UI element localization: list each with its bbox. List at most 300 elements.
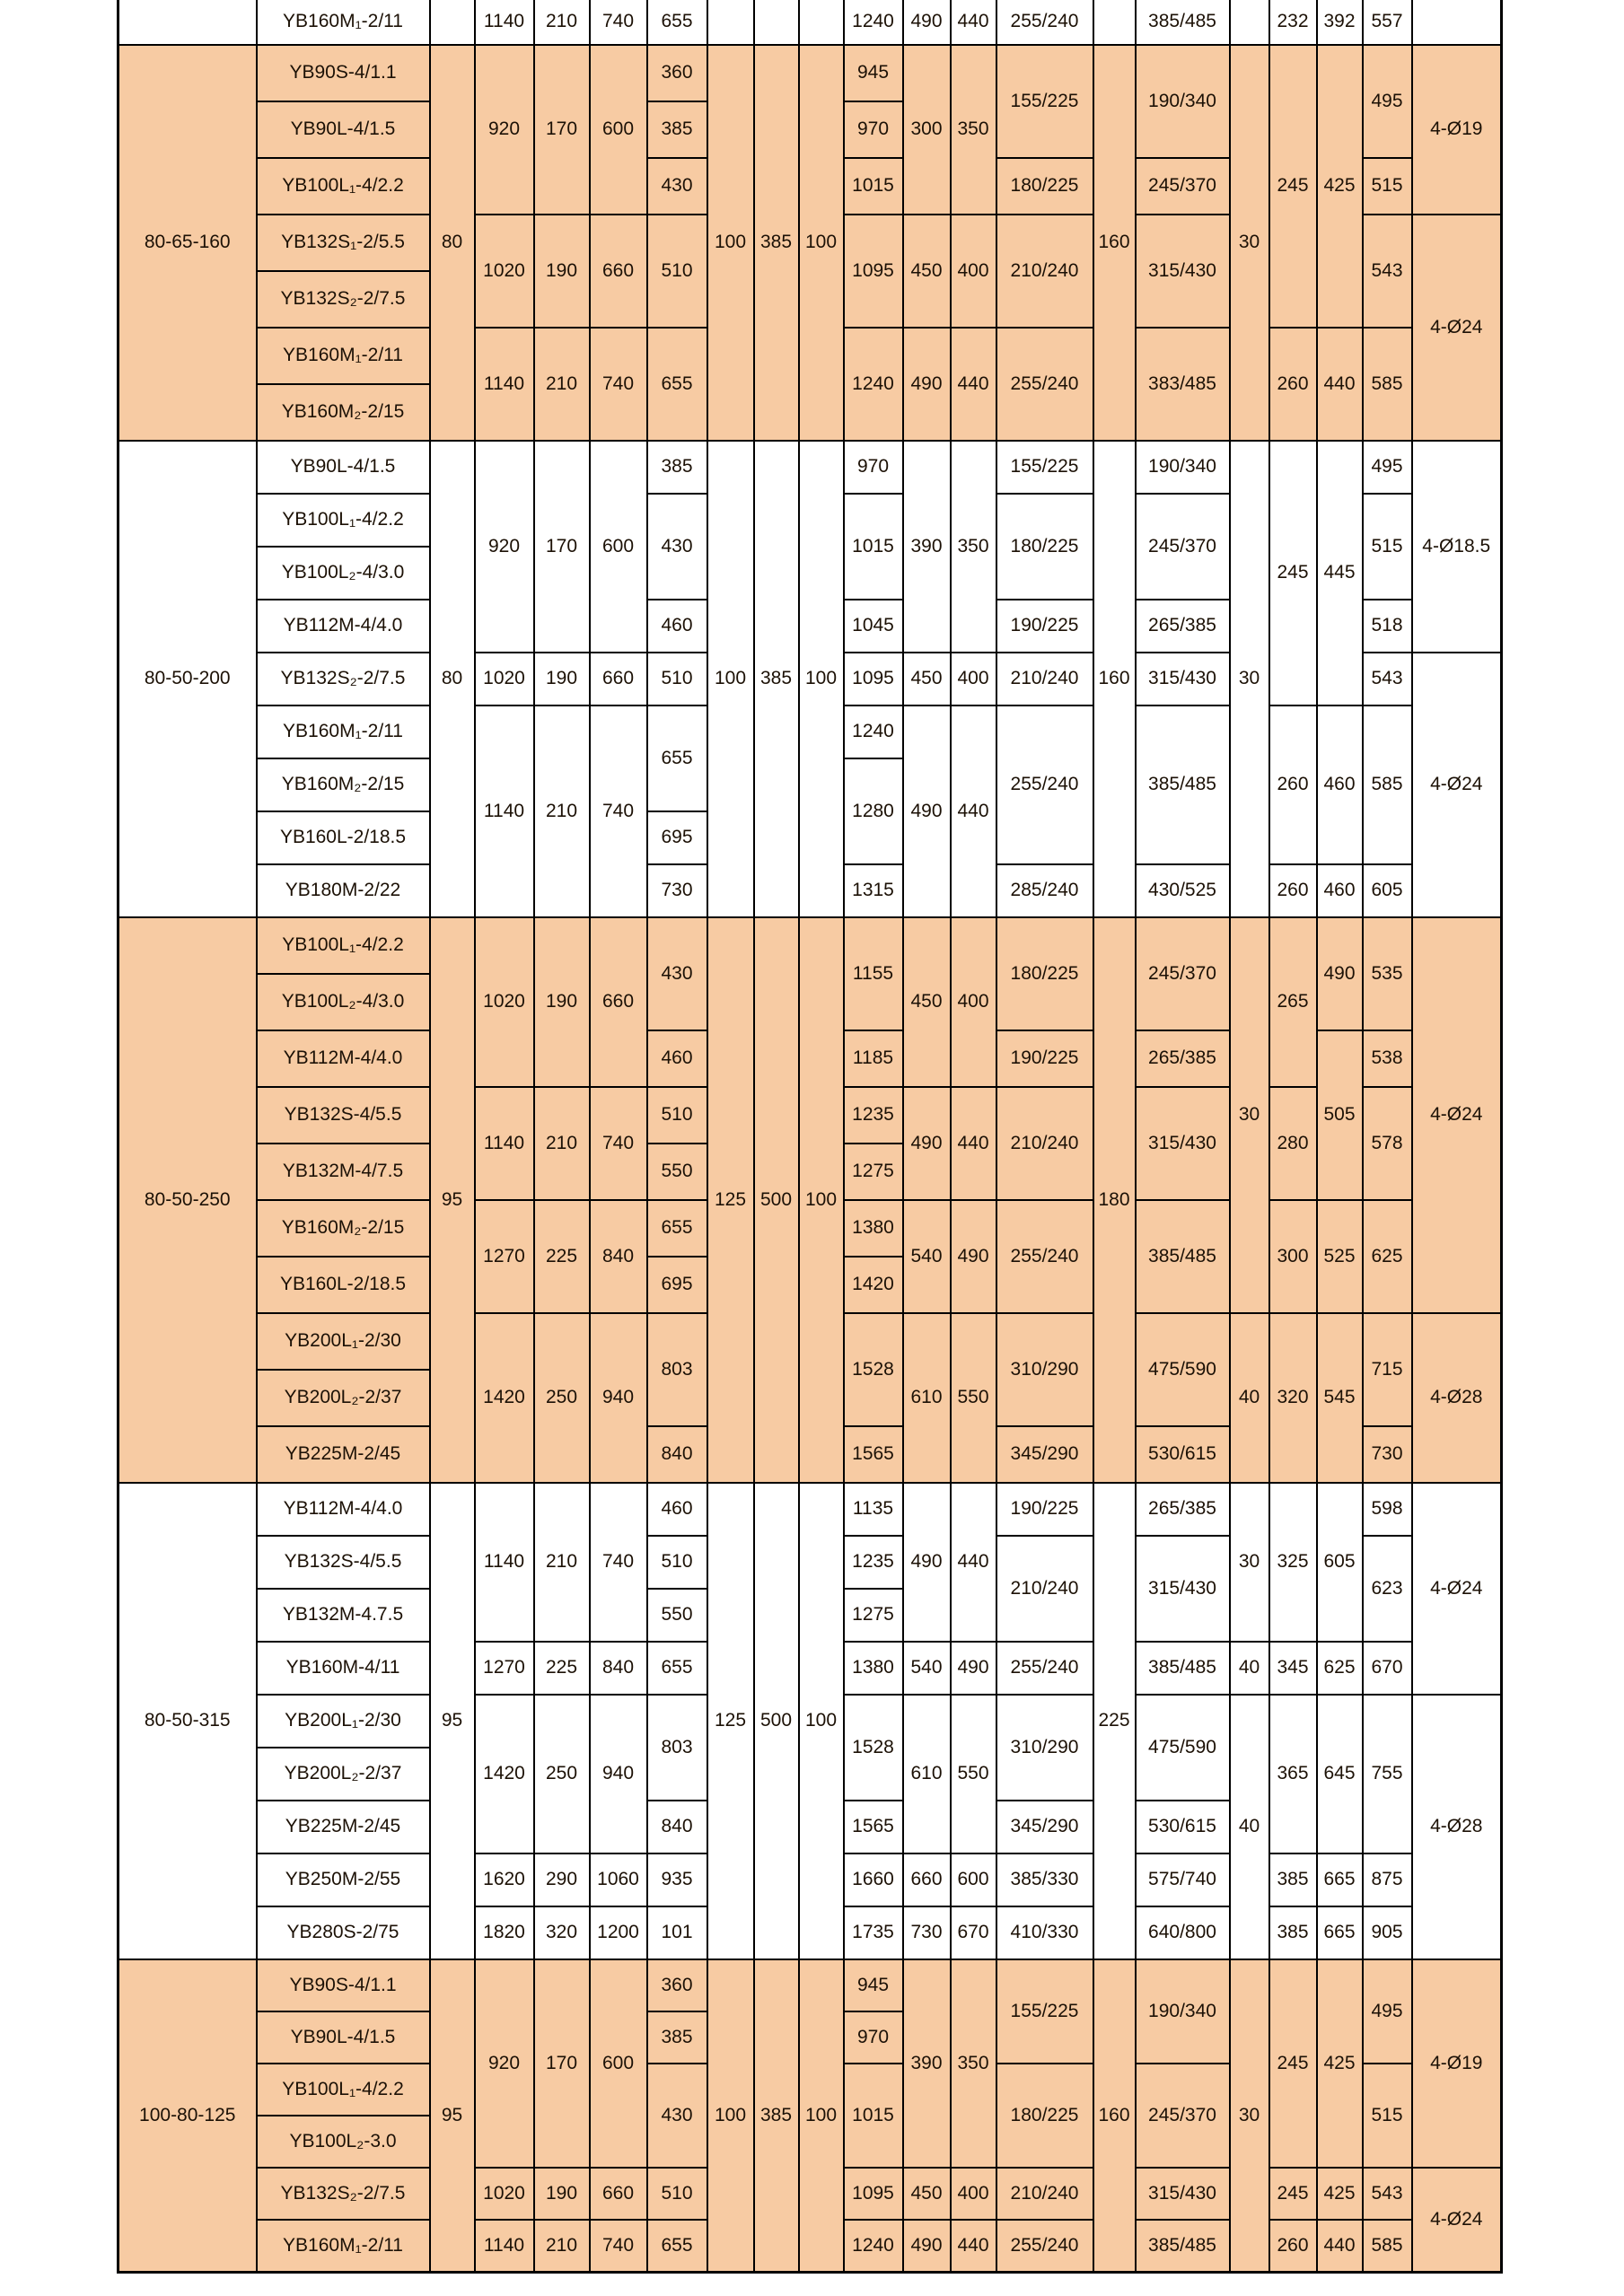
spec-value-cell: 250 [534, 1313, 590, 1483]
spec-value-cell: 383/485 [1136, 328, 1230, 441]
spec-value-cell: 1140 [475, 1483, 534, 1642]
spec-value-cell: 1270 [475, 1200, 534, 1313]
motor-model-cell: YB132M-4.7.5 [257, 1589, 430, 1642]
motor-model-cell: YB160M₁-2/11 [257, 705, 430, 758]
spec-value-cell: 440 [951, 328, 996, 441]
spec-value-cell [754, 0, 799, 45]
spec-value-cell: 920 [475, 441, 534, 653]
spec-value-cell: 1660 [844, 1853, 903, 1906]
motor-model-cell: YB160M₂-2/15 [257, 1200, 430, 1257]
spec-value-cell: 315/430 [1136, 1536, 1230, 1642]
motor-model-cell: YB280S-2/75 [257, 1906, 430, 1959]
spec-value-cell: 803 [647, 1695, 707, 1801]
spec-value-cell: 670 [1363, 1642, 1412, 1695]
spec-value-cell: 190 [534, 2168, 590, 2220]
spec-value-cell: 30 [1230, 1959, 1269, 2272]
spec-value-cell: 440 [951, 705, 996, 917]
motor-model-cell: YB90L-4/1.5 [257, 101, 430, 158]
pump-model-cell: 80-50-315 [119, 1483, 257, 1959]
spec-value-cell: 4-Ø24 [1412, 215, 1502, 441]
spec-value-cell: 155/225 [996, 45, 1093, 158]
motor-model-cell: YB132S₂-2/7.5 [257, 653, 430, 705]
spec-value-cell: 232 [1269, 0, 1317, 45]
spec-value-cell: 345/290 [996, 1801, 1093, 1853]
spec-value-cell: 500 [754, 917, 799, 1483]
spec-value-cell: 310/290 [996, 1695, 1093, 1801]
spec-value-cell: 1380 [844, 1200, 903, 1257]
spec-value-cell: 490 [951, 1642, 996, 1695]
spec-value-cell: 515 [1363, 2064, 1412, 2168]
spec-value-cell: 490 [903, 0, 951, 45]
spec-value-cell: 210/240 [996, 1087, 1093, 1200]
spec-value-cell: 945 [844, 1959, 903, 2011]
spec-value-cell: 490 [951, 1200, 996, 1313]
spec-value-cell: 670 [951, 1906, 996, 1959]
spec-value-cell: 525 [1317, 1200, 1363, 1313]
pump-model-cell: 80-65-160 [119, 45, 257, 441]
spec-value-cell: 290 [534, 1853, 590, 1906]
spec-value-cell: 101 [647, 1906, 707, 1959]
motor-model-cell: YB132S₁-2/5.5 [257, 215, 430, 271]
spec-value-cell: 245/370 [1136, 917, 1230, 1030]
spec-value-cell: 450 [903, 215, 951, 328]
table-row [119, 0, 1502, 45]
spec-value-cell: 600 [590, 441, 647, 653]
spec-value-cell: 265 [1269, 917, 1317, 1087]
spec-value-cell: 585 [1363, 705, 1412, 864]
spec-value-cell: 490 [903, 1483, 951, 1642]
spec-value-cell: 715 [1363, 1313, 1412, 1426]
spec-value-cell: 245/370 [1136, 494, 1230, 600]
spec-value-cell: 170 [534, 1959, 590, 2168]
motor-model-cell: YB160M₁-2/11 [257, 328, 430, 384]
spec-value-cell: 190 [534, 653, 590, 705]
table-row [119, 441, 1502, 494]
spec-value-cell: 1020 [475, 917, 534, 1087]
spec-value-cell: 255/240 [996, 0, 1093, 45]
spec-value-cell: 1380 [844, 1642, 903, 1695]
spec-value-cell: 385/330 [996, 1853, 1093, 1906]
motor-model-cell: YB180M-2/22 [257, 864, 430, 917]
motor-model-cell: YB200L₁-2/30 [257, 1313, 430, 1370]
spec-value-cell: 385 [1269, 1906, 1317, 1959]
spec-value-cell: 940 [590, 1695, 647, 1853]
spec-value-cell: 585 [1363, 2220, 1412, 2272]
spec-value-cell: 100 [799, 441, 844, 917]
spec-value-cell: 1620 [475, 1853, 534, 1906]
spec-value-cell [1412, 0, 1502, 45]
spec-value-cell: 940 [590, 1313, 647, 1483]
spec-value-cell: 460 [647, 600, 707, 653]
spec-value-cell: 510 [647, 2168, 707, 2220]
spec-value-cell: 160 [1093, 45, 1136, 441]
spec-value-cell: 315/430 [1136, 215, 1230, 328]
spec-value-cell: 430 [647, 158, 707, 215]
spec-value-cell: 605 [1317, 1483, 1363, 1642]
spec-value-cell: 255/240 [996, 2220, 1093, 2272]
spec-value-cell: 530/615 [1136, 1426, 1230, 1483]
spec-value-cell: 740 [590, 2220, 647, 2272]
spec-value-cell: 585 [1363, 328, 1412, 441]
spec-value-cell: 490 [903, 705, 951, 917]
spec-value-cell: 1200 [590, 1906, 647, 1959]
spec-value-cell [707, 0, 754, 45]
motor-model-cell: YB160L-2/18.5 [257, 811, 430, 864]
spec-value-cell: 515 [1363, 494, 1412, 600]
spec-value-cell: 190/225 [996, 600, 1093, 653]
motor-model-cell: YB100L₁-4/2.2 [257, 494, 430, 547]
spec-value-cell: 1528 [844, 1695, 903, 1801]
spec-value-cell: 365 [1269, 1695, 1317, 1853]
spec-value-cell: 600 [590, 45, 647, 215]
spec-value-cell: 840 [647, 1426, 707, 1483]
spec-value-cell: 255/240 [996, 1200, 1093, 1313]
spec-value-cell: 390 [903, 441, 951, 653]
spec-value-cell: 1235 [844, 1536, 903, 1589]
spec-value-cell: 640/800 [1136, 1906, 1230, 1959]
spec-value-cell: 155/225 [996, 441, 1093, 494]
spec-value-cell: 345 [1269, 1642, 1317, 1695]
spec-value-cell: 450 [903, 2168, 951, 2220]
spec-value-cell: 460 [647, 1030, 707, 1087]
motor-model-cell: YB100L₁-4/2.2 [257, 2064, 430, 2116]
spec-value-cell: 425 [1317, 2168, 1363, 2220]
spec-value-cell: 510 [647, 653, 707, 705]
spec-value-cell: 550 [951, 1695, 996, 1853]
spec-value-cell: 440 [951, 1087, 996, 1200]
spec-value-cell: 190/340 [1136, 441, 1230, 494]
spec-value-cell: 100 [799, 917, 844, 1483]
spec-value-cell: 578 [1363, 1087, 1412, 1200]
spec-value-cell: 875 [1363, 1853, 1412, 1906]
spec-value-cell: 1015 [844, 494, 903, 600]
spec-value-cell: 210 [534, 0, 590, 45]
spec-value-cell: 225 [1093, 1483, 1136, 1959]
spec-value-cell: 645 [1317, 1695, 1363, 1853]
spec-value-cell: 190/340 [1136, 1959, 1230, 2064]
spec-value-cell: 1155 [844, 917, 903, 1030]
table-row [119, 45, 1502, 101]
spec-value-cell: 4-Ø19 [1412, 45, 1502, 215]
spec-value-cell: 625 [1317, 1642, 1363, 1695]
spec-value-cell: 385 [754, 45, 799, 441]
spec-value-cell [799, 0, 844, 45]
spec-value-cell: 840 [647, 1801, 707, 1853]
spec-value-cell: 4-Ø28 [1412, 1313, 1502, 1483]
spec-value-cell: 400 [951, 215, 996, 328]
table-row [119, 1959, 1502, 2011]
motor-model-cell: YB200L₁-2/30 [257, 1695, 430, 1748]
spec-value-cell: 190 [534, 215, 590, 328]
spec-value-cell: 190/225 [996, 1030, 1093, 1087]
motor-model-cell: YB225M-2/45 [257, 1426, 430, 1483]
spec-value-cell: 530/615 [1136, 1801, 1230, 1853]
spec-value-cell: 245 [1269, 1959, 1317, 2168]
spec-value-cell: 1275 [844, 1144, 903, 1200]
spec-value-cell: 495 [1363, 441, 1412, 494]
spec-value-cell: 550 [647, 1144, 707, 1200]
spec-value-cell: 95 [430, 917, 475, 1483]
spec-value-cell: 255/240 [996, 705, 1093, 864]
spec-value-cell: 655 [647, 2220, 707, 2272]
pump-model-cell: 100-80-125 [119, 1959, 257, 2272]
spec-value-cell: 300 [1269, 1200, 1317, 1313]
spec-value-cell: 385/485 [1136, 1200, 1230, 1313]
spec-value-cell: 495 [1363, 1959, 1412, 2064]
motor-model-cell: YB132S-4/5.5 [257, 1536, 430, 1589]
spec-value-cell: 4-Ø19 [1412, 1959, 1502, 2168]
spec-value-cell: 740 [590, 0, 647, 45]
spec-value-cell: 450 [903, 917, 951, 1087]
spec-value-cell: 543 [1363, 215, 1412, 328]
spec-value-cell: 730 [903, 1906, 951, 1959]
spec-value-cell: 460 [647, 1483, 707, 1536]
spec-value-cell: 1735 [844, 1906, 903, 1959]
spec-value-cell: 655 [647, 328, 707, 441]
spec-value-cell: 425 [1317, 45, 1363, 328]
motor-model-cell: YB100L₁-4/2.2 [257, 158, 430, 215]
spec-value-cell: 245/370 [1136, 2064, 1230, 2168]
motor-model-cell: YB100L₂-4/3.0 [257, 547, 430, 600]
spec-value-cell: 1420 [475, 1313, 534, 1483]
spec-value-cell: 1280 [844, 758, 903, 864]
spec-value-cell: 390 [903, 1959, 951, 2168]
spec-value-cell: 180/225 [996, 494, 1093, 600]
spec-value-cell: 945 [844, 45, 903, 101]
spec-value-cell: 385 [647, 101, 707, 158]
motor-model-cell: YB160M₁-2/11 [257, 2220, 430, 2272]
spec-value-cell: 550 [647, 1589, 707, 1642]
spec-value-cell: 1185 [844, 1030, 903, 1087]
spec-value-cell: 350 [951, 1959, 996, 2168]
spec-value-cell: 325 [1269, 1483, 1317, 1642]
spec-value-cell: 440 [1317, 328, 1363, 441]
spec-value-cell: 920 [475, 45, 534, 215]
spec-value-cell: 490 [1317, 917, 1363, 1030]
spec-value-cell: 180/225 [996, 2064, 1093, 2168]
motor-model-cell: YB160M₂-2/15 [257, 384, 430, 441]
spec-value-cell: 575/740 [1136, 1853, 1230, 1906]
spec-value-cell: 440 [1317, 2220, 1363, 2272]
spec-value-cell: 1140 [475, 1087, 534, 1200]
spec-value-cell: 495 [1363, 45, 1412, 158]
spec-value-cell: 80 [430, 441, 475, 917]
spec-value-cell: 385/485 [1136, 1642, 1230, 1695]
spec-value-cell: 623 [1363, 1536, 1412, 1642]
spec-value-cell: 660 [590, 215, 647, 328]
spec-value-cell: 285/240 [996, 864, 1093, 917]
spec-value-cell: 160 [1093, 1959, 1136, 2272]
spec-value-cell: 360 [647, 45, 707, 101]
spec-value-cell: 300 [903, 45, 951, 215]
spec-value-cell: 655 [647, 1200, 707, 1257]
spec-value-cell: 1240 [844, 328, 903, 441]
spec-value-cell: 385 [754, 441, 799, 917]
section-partial-top [119, 0, 1502, 45]
spec-value-cell: 935 [647, 1853, 707, 1906]
spec-value-cell: 490 [903, 328, 951, 441]
spec-value-cell: 740 [590, 1087, 647, 1200]
spec-value-cell: 440 [951, 0, 996, 45]
spec-value-cell: 245 [1269, 441, 1317, 705]
spec-value-cell: 540 [903, 1642, 951, 1695]
spec-value-cell: 550 [951, 1313, 996, 1483]
section-80-65-160 [119, 45, 1502, 441]
spec-value-cell: 440 [951, 2220, 996, 2272]
spec-value-cell: 518 [1363, 600, 1412, 653]
spec-value-cell: 210/240 [996, 653, 1093, 705]
spec-value-cell: 210 [534, 328, 590, 441]
spec-value-cell: 30 [1230, 45, 1269, 441]
spec-value-cell: 100 [799, 1483, 844, 1959]
motor-model-cell: YB100L₂-3.0 [257, 2116, 430, 2168]
spec-value-cell: 4-Ø24 [1412, 2168, 1502, 2272]
spec-value-cell: 1420 [844, 1257, 903, 1313]
spec-value-cell: 660 [903, 1853, 951, 1906]
motor-model-cell: YB132M-4/7.5 [257, 1144, 430, 1200]
spec-value-cell [430, 0, 475, 45]
spec-value-cell: 695 [647, 1257, 707, 1313]
spec-value-cell: 100 [799, 1959, 844, 2272]
spec-value-cell: 80 [430, 45, 475, 441]
spec-value-cell: 392 [1317, 0, 1363, 45]
spec-value-cell: 600 [951, 1853, 996, 1906]
spec-value-cell: 605 [1363, 864, 1412, 917]
spec-value-cell: 545 [1317, 1313, 1363, 1483]
motor-model-cell: YB250M-2/55 [257, 1853, 430, 1906]
spec-value-cell: 4-Ø28 [1412, 1695, 1502, 1959]
section-80-50-200 [119, 441, 1502, 917]
motor-model-cell: YB132S-4/5.5 [257, 1087, 430, 1144]
spec-value-cell: 510 [647, 1536, 707, 1589]
spec-value-cell: 655 [647, 0, 707, 45]
spec-value-cell: 210/240 [996, 1536, 1093, 1642]
spec-value-cell: 1095 [844, 2168, 903, 2220]
spec-value-cell: 170 [534, 45, 590, 215]
spec-value-cell: 610 [903, 1313, 951, 1483]
spec-value-cell: 385 [1269, 1853, 1317, 1906]
spec-value-cell: 660 [590, 917, 647, 1087]
spec-value-cell: 440 [951, 1483, 996, 1642]
spec-value-cell: 255/240 [996, 328, 1093, 441]
motor-model-cell: YB225M-2/45 [257, 1801, 430, 1853]
motor-model-cell: YB160L-2/18.5 [257, 1257, 430, 1313]
spec-value-cell: 430 [647, 494, 707, 600]
spec-value-cell: 260 [1269, 328, 1317, 441]
spec-value-cell: 1045 [844, 600, 903, 653]
spec-value-cell: 125 [707, 917, 754, 1483]
spec-value-cell: 1140 [475, 0, 534, 45]
spec-value-cell: 1275 [844, 1589, 903, 1642]
spec-value-cell: 385/485 [1136, 2220, 1230, 2272]
spec-value-cell: 510 [647, 1087, 707, 1144]
spec-value-cell: 180/225 [996, 158, 1093, 215]
spec-value-cell: 210 [534, 1483, 590, 1642]
spec-value-cell: 320 [534, 1906, 590, 1959]
spec-value-cell: 170 [534, 441, 590, 653]
spec-value-cell: 260 [1269, 864, 1317, 917]
spec-value-cell: 655 [647, 705, 707, 811]
section-80-50-250 [119, 917, 1502, 1483]
spec-value-cell: 695 [647, 811, 707, 864]
spec-value-cell [1230, 0, 1269, 45]
spec-value-cell: 1020 [475, 215, 534, 328]
pump-model-cell: 80-50-200 [119, 441, 257, 917]
table-row [119, 1483, 1502, 1536]
spec-value-cell: 40 [1230, 1695, 1269, 1959]
spec-value-cell: 730 [1363, 1426, 1412, 1483]
spec-value-cell: 460 [1317, 864, 1363, 917]
spec-value-cell: 660 [590, 2168, 647, 2220]
spec-value-cell: 310/290 [996, 1313, 1093, 1426]
spec-value-cell: 557 [1363, 0, 1412, 45]
spec-value-cell: 1020 [475, 2168, 534, 2220]
spec-value-cell: 210 [534, 1087, 590, 1200]
spec-value-cell: 245 [1269, 45, 1317, 328]
spec-value-cell: 245/370 [1136, 158, 1230, 215]
spec-value-cell: 385/485 [1136, 705, 1230, 864]
spec-value-cell: 535 [1363, 917, 1412, 1030]
spec-value-cell: 665 [1317, 1906, 1363, 1959]
spec-value-cell: 660 [590, 653, 647, 705]
spec-value-cell: 430 [647, 2064, 707, 2168]
spec-value-cell: 1140 [475, 328, 534, 441]
spec-value-cell: 1528 [844, 1313, 903, 1426]
spec-value-cell: 100 [707, 45, 754, 441]
spec-value-cell: 225 [534, 1200, 590, 1313]
motor-model-cell: YB112M-4/4.0 [257, 1483, 430, 1536]
spec-value-cell: 30 [1230, 917, 1269, 1313]
motor-model-cell: YB90S-4/1.1 [257, 1959, 430, 2011]
spec-value-cell: 190/225 [996, 1483, 1093, 1536]
spec-value-cell: 755 [1363, 1695, 1412, 1853]
spec-value-cell [1093, 0, 1136, 45]
spec-value-cell: 803 [647, 1313, 707, 1426]
spec-value-cell: 538 [1363, 1030, 1412, 1087]
motor-model-cell: YB132S₂-2/7.5 [257, 271, 430, 328]
spec-value-cell: 920 [475, 1959, 534, 2168]
spec-value-cell: 1060 [590, 1853, 647, 1906]
spec-value-cell: 740 [590, 328, 647, 441]
spec-value-cell: 543 [1363, 653, 1412, 705]
spec-value-cell: 1135 [844, 1483, 903, 1536]
spec-value-cell: 598 [1363, 1483, 1412, 1536]
pump-spec-table-wrap [117, 0, 1503, 2274]
spec-value-cell: 95 [430, 1483, 475, 1959]
spec-value-cell: 315/430 [1136, 2168, 1230, 2220]
motor-model-cell: YB90S-4/1.1 [257, 45, 430, 101]
spec-value-cell: 125 [707, 1483, 754, 1959]
section-100-80-125 [119, 1959, 1502, 2272]
spec-value-cell: 1240 [844, 0, 903, 45]
spec-value-cell: 40 [1230, 1313, 1269, 1483]
spec-value-cell: 260 [1269, 2220, 1317, 2272]
spec-value-cell: 500 [754, 1483, 799, 1959]
table-row [119, 917, 1502, 974]
spec-value-cell: 655 [647, 1642, 707, 1695]
spec-value-cell: 425 [1317, 1959, 1363, 2168]
spec-value-cell: 265/385 [1136, 600, 1230, 653]
spec-value-cell: 210/240 [996, 215, 1093, 328]
spec-value-cell: 360 [647, 1959, 707, 2011]
spec-value-cell: 1140 [475, 2220, 534, 2272]
spec-value-cell: 190/340 [1136, 45, 1230, 158]
pump-model-cell [119, 0, 257, 45]
spec-table [117, 0, 1503, 2274]
spec-value-cell: 490 [903, 2220, 951, 2272]
spec-value-cell: 730 [647, 864, 707, 917]
spec-value-cell: 1240 [844, 705, 903, 758]
